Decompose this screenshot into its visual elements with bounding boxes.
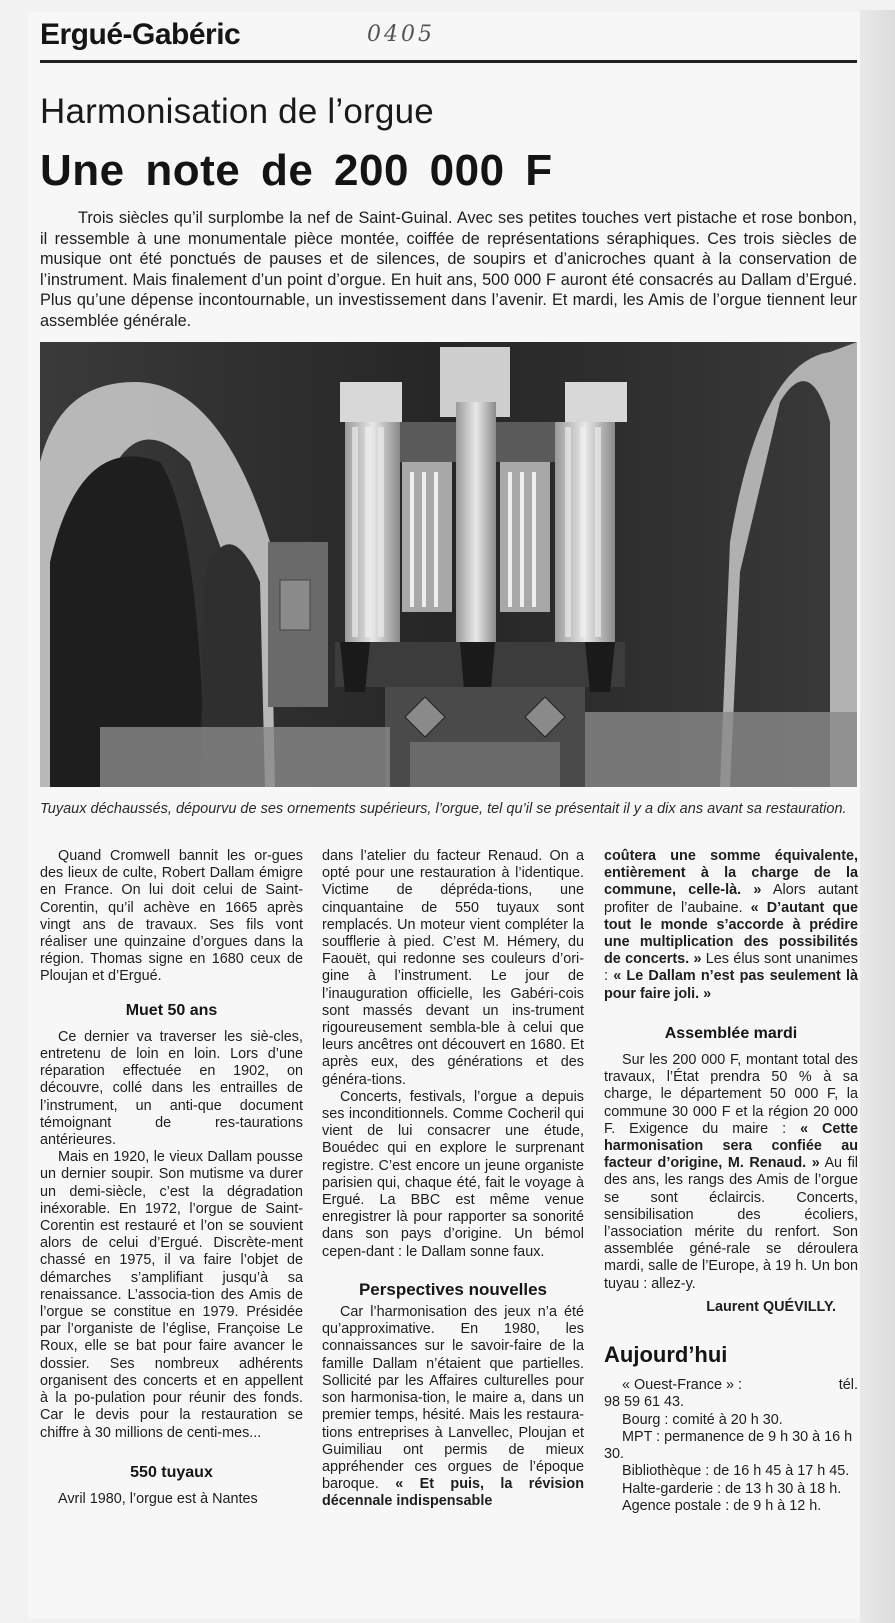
headline-main: Une note de 200 000 F [40, 146, 553, 195]
subhead-muet: Muet 50 ans [125, 1001, 218, 1019]
article-column-2 [322, 848, 584, 1511]
quote: « Le Dallam n’est pas seulement là pour faire joli. » [604, 968, 859, 1002]
organ-pipes [345, 402, 615, 642]
photo-caption: Tuyaux déchaussés, dépourvu de ses ornements supérieurs, l’orgue, tel qu’il se présentait il y a dix ans avant sa restauration. [40, 801, 847, 817]
paragraph: Ce dernier va traverser les siè-cles, entretenu de loin en loin. Lors d’une réparation effectuée en 1902, on découvre, collé dans les entrailles de l’instrument, un anti-que document témoignant de res-taurations antérieures. [40, 1028, 303, 1149]
quote: « Cette harmonisation sera confiée au facteur d’origine, M. Renaud. » [604, 1120, 858, 1172]
headline-sub: Harmonisation de l’orgue [40, 92, 434, 131]
organ-image-icon [40, 342, 857, 787]
pipe-organ-photo [40, 342, 857, 787]
quote: coûtera une somme équivalente, entièrement à la charge de la commune, celle-là. » [604, 848, 858, 899]
article-column-3 [604, 848, 858, 1515]
paragraph-text: Sur les 200 000 F, montant total des travaux, l’État prendra 50 % à sa charge, le département 50 000 F, la commune 30 000 F et la région 20 000 F. Exigence du maire : [604, 1052, 858, 1137]
paragraph: Concerts, festivals, l’orgue a depuis ses inconditionnels. Comme Cocheril qui vient de lui consacrer une étude, Bouédec qui en explore le surprenant registre. C’est encore un jeune organiste parisien qui, chaque été, fait le voyage à Ergué. La BBC est même venue enregistrer là pour rapporter sa sonorité dans son pays d’origine. Un bémol cepen-dant : le Dallam sonne faux. [322, 1088, 584, 1260]
subhead-perspectives: Perspectives nouvelles [358, 1279, 548, 1299]
scan-edge [860, 10, 895, 1623]
paragraph-text: Les élus sont unanimes : [604, 951, 858, 985]
list-item: Agence postale : de 9 h à 12 h. [622, 1497, 822, 1514]
list-item: Halte-garderie : de 13 h 30 à 18 h. [622, 1480, 842, 1497]
list-item: Bibliothèque : de 16 h 45 à 17 h 45. [622, 1463, 850, 1480]
article-column-1 [40, 848, 303, 1508]
author-byline: Laurent QUÉVILLY. [706, 1298, 836, 1315]
quote: « D’autant que tout le monde s’accorde à prédire une multiplication des possibilités de concerts. » [604, 899, 858, 968]
paragraph: Mais en 1920, le vieux Dallam pousse un dernier soupir. Son mutisme va durer un demi-siècle, c’est la dégradation inéxorable. En 1972, l’orgue de Saint-Corentin est restauré et l’on se souvient alors de celui d’Ergué. Discrète-ment chassé en 1975, il va faire l’objet de démarches s’amplifiant jusqu’à sa renaissance. L’associa-tion des Amis de l’orgue se constitue en 1979. Présidée par l’organiste de l’église, Françoise Le Roux, elle se bat pour faire avancer le dossier. Ses nombreux adhérents organisent des concerts et en appellent à la po-pulation pour réunir des fonds. Car le devis pour la restauration se chiffre à 30 millions de centi-mes... [40, 1149, 303, 1441]
subhead-tuyaux: 550 tuyaux [130, 1463, 213, 1481]
paragraph [604, 1052, 858, 1293]
paragraph: Quand Cromwell bannit les or-gues des lieux de culte, Robert Dallam émigre en France. On lui doit celui de Saint-Corentin, qu’il achève en 1665 après vingt ans de travaux. Ses fils vont réaliser une quinzaine d’orgues dans la région. Thomas signe en 1680 ceux de Ploujan et d’Ergué. [40, 848, 303, 985]
paragraph-text: Alors autant profiter de l’aubaine. [604, 882, 859, 916]
handwritten-note: 0405 [367, 22, 435, 47]
list-item [604, 1377, 858, 1394]
subhead-assemblee: Assemblée mardi [664, 1024, 798, 1042]
paragraph [322, 1304, 584, 1510]
info-value: tél. [838, 1377, 858, 1394]
list-item: MPT : permanence de 9 h 30 à 16 h 30. [604, 1428, 853, 1463]
town-kicker: Ergué-Gabéric [40, 18, 241, 51]
paragraph [604, 848, 858, 1003]
list-item: 98 59 61 43. [604, 1394, 685, 1411]
header-rule [40, 60, 857, 63]
paragraph-text: Au fil des ans, les rangs des Amis de l’orgue se sont éclaircis. Concerts, sensibilisation des écoliers, l’association mérite du renfort. Son assemblée géné-rale se déroulera mardi, salle de l’Europe, à 19 h. Un bon tuyau : allez-y. [604, 1155, 858, 1292]
quote: « Et puis, la révision décennale indispensable [322, 1476, 584, 1510]
paragraph-text: Car l’harmonisation des jeux n’a été qu’approximative. En 1980, les connaissances sur le savoir-faire de la famille Dallam n’étaient que partielles. Sollicité par les Affaires culturelles pour son harmonisa-tion, le maire a, dans un premier temps, hésité. Mais les restaura-tions entreprises à Lanvellec, Ploujan et Guimiliau ont permis de mieux appréhender ces orgues de l’époque baroque. [322, 1304, 584, 1493]
today-box-list [604, 1377, 858, 1515]
list-item: Bourg : comité à 20 h 30. [622, 1411, 783, 1428]
paragraph: dans l’atelier du facteur Renaud. On a opté pour une restauration à l’identique. Victime de dépréda-tions, une cinquantaine de 550 tuyaux sont remplacés. Un moteur vient compléter la soufflerie à pied. C’est M. Hémery, du Faouët, qui redonne ses couleurs d’ori-gine à l’instrument. Le jour de l’inauguration officielle, les Gabéri-cois sont massés devant un ins-trument rigoureusement sembla-ble à celui que leurs ancêtres ont découvert en 1680. Et après eux, des générations et des généra-tions. [322, 848, 584, 1088]
today-box-title: Aujourd’hui [604, 1342, 728, 1368]
paragraph: Avril 1980, l’orgue est à Nantes [58, 1490, 258, 1507]
info-label: « Ouest-France » : [622, 1377, 742, 1394]
article-lede: Trois siècles qu’il surplombe la nef de Saint-Guinal. Avec ses petites touches vert pistache et rose bonbon, il ressemble à une monumentale pièce montée, coiffée de représentations séraphiques. Ces trois siècles de musique ont été ponctués de pauses et de silences, de soupirs et d’anicroches quant à la conservation de l’instrument. Mais finalement d’un point d’orgue. En huit ans, 500 000 F auront été consacrés au Dallam d’Ergué. Plus qu’une dépense incontournable, un investissement dans l’avenir. Et mardi, les Amis de l’orgue tiennent leur assemblée générale. [40, 209, 857, 330]
